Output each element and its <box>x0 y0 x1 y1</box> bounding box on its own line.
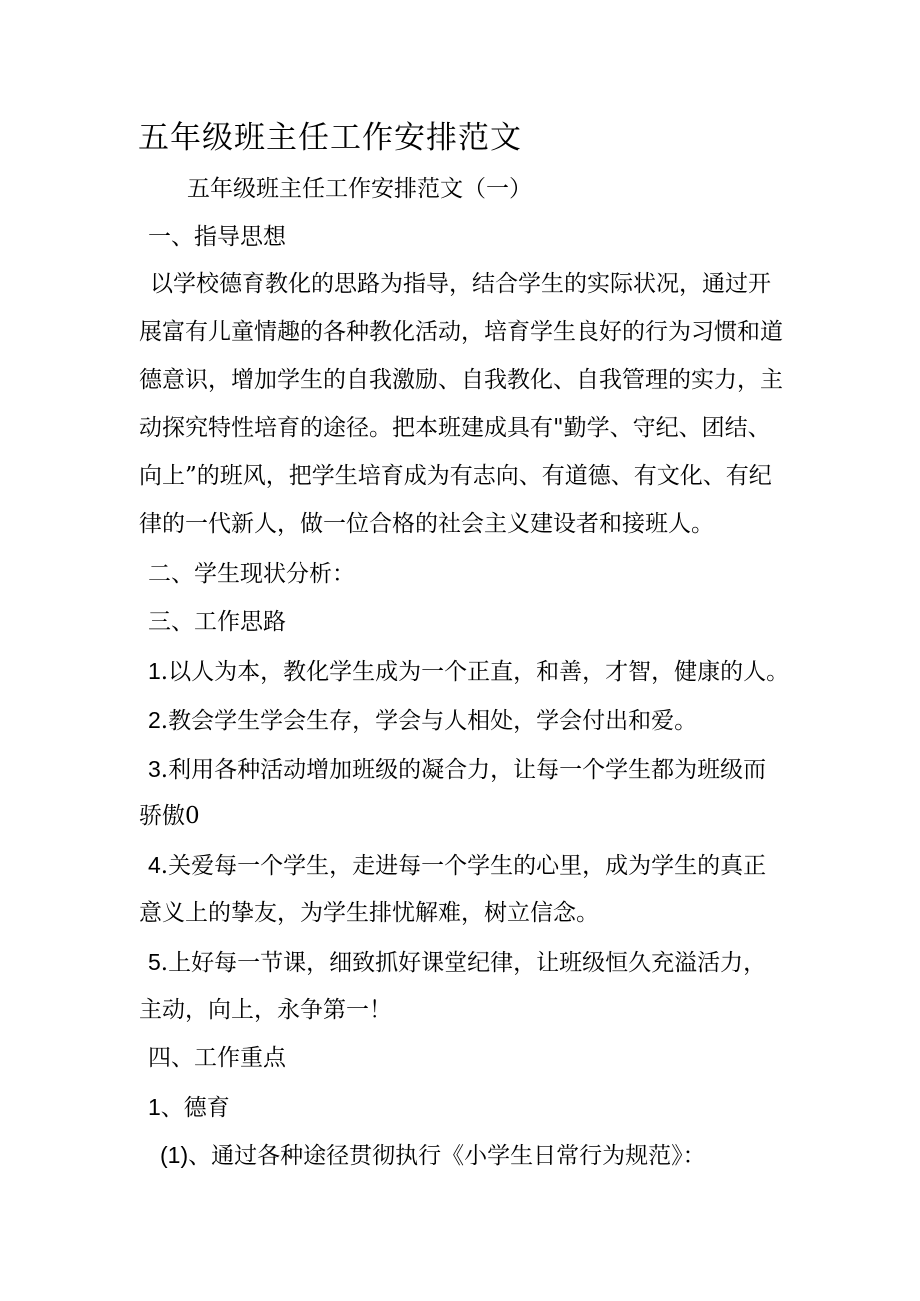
list-item-continuation: 主动，向上，永争第一！ <box>139 997 392 1023</box>
list-item <box>148 705 697 736</box>
paragraph-line: 展富有儿童情趣的各种教化活动，培育学生良好的行为习惯和道 <box>139 319 783 345</box>
list-item-number: 4 <box>148 852 161 878</box>
section-heading-guiding-ideology: 一、指导思想 <box>148 224 286 250</box>
subsection-number: 1 <box>148 1094 161 1120</box>
paragraph-line: 动探究特性培育的途径。把本班建成具有"勤学、守纪、团结、 <box>139 415 771 441</box>
subsection-heading-moral-education <box>148 1092 230 1123</box>
list-item <box>148 947 766 978</box>
document-subtitle: 五年级班主任工作安排范文（一） <box>187 176 532 202</box>
list-item-continuation: 骄傲0 <box>139 803 200 829</box>
list-item-number: 2 <box>148 707 161 733</box>
section-heading-student-analysis: 二、学生现状分析： <box>148 561 355 587</box>
subsection-item-number: (1) <box>160 1142 189 1168</box>
list-item <box>148 754 766 785</box>
list-item <box>148 850 766 881</box>
list-item-text: .以人为本，教化学生成为一个正直，和善，才智，健康的人。 <box>160 659 790 685</box>
list-item <box>148 656 789 687</box>
section-heading-work-approach: 三、工作思路 <box>148 609 286 635</box>
list-item-text: .上好每一节课，细致抓好课堂纪律，让班级恒久充溢活力， <box>160 950 767 976</box>
paragraph-line: 律的一代新人，做一位合格的社会主义建设者和接班人。 <box>139 511 714 537</box>
list-item-number: 5 <box>148 949 161 975</box>
subsection-item-text: 、通过各种途径贯彻执行《小学生日常行为规范》： <box>188 1143 706 1169</box>
list-item-text: .关爱每一个学生，走进每一个学生的心里，成为学生的真正 <box>160 853 767 879</box>
list-item-continuation: 意义上的挚友，为学生排忧解难，树立信念。 <box>139 900 599 926</box>
section-heading-work-focus: 四、工作重点 <box>148 1045 286 1071</box>
list-item-text: .利用各种活动增加班级的凝合力，让每一个学生都为班级而 <box>160 757 767 783</box>
paragraph-line: 以学校德育教化的思路为指导，结合学生的实际状况，通过开 <box>150 271 771 297</box>
paragraph-line: 向上”的班风，把学生培育成为有志向、有道德、有文化、有纪 <box>139 463 772 489</box>
subsection-label: 、德育 <box>160 1095 230 1121</box>
list-item-number: 3 <box>148 756 161 782</box>
list-item-number: 1 <box>148 658 161 684</box>
paragraph-line: 德意识，增加学生的自我激励、自我教化、自我管理的实力，主 <box>139 367 783 393</box>
list-item-text: .教会学生学会生存，学会与人相处，学会付出和爱。 <box>160 708 698 734</box>
document-title: 五年级班主任工作安排范文 <box>138 120 522 156</box>
subsection-item <box>160 1140 706 1171</box>
